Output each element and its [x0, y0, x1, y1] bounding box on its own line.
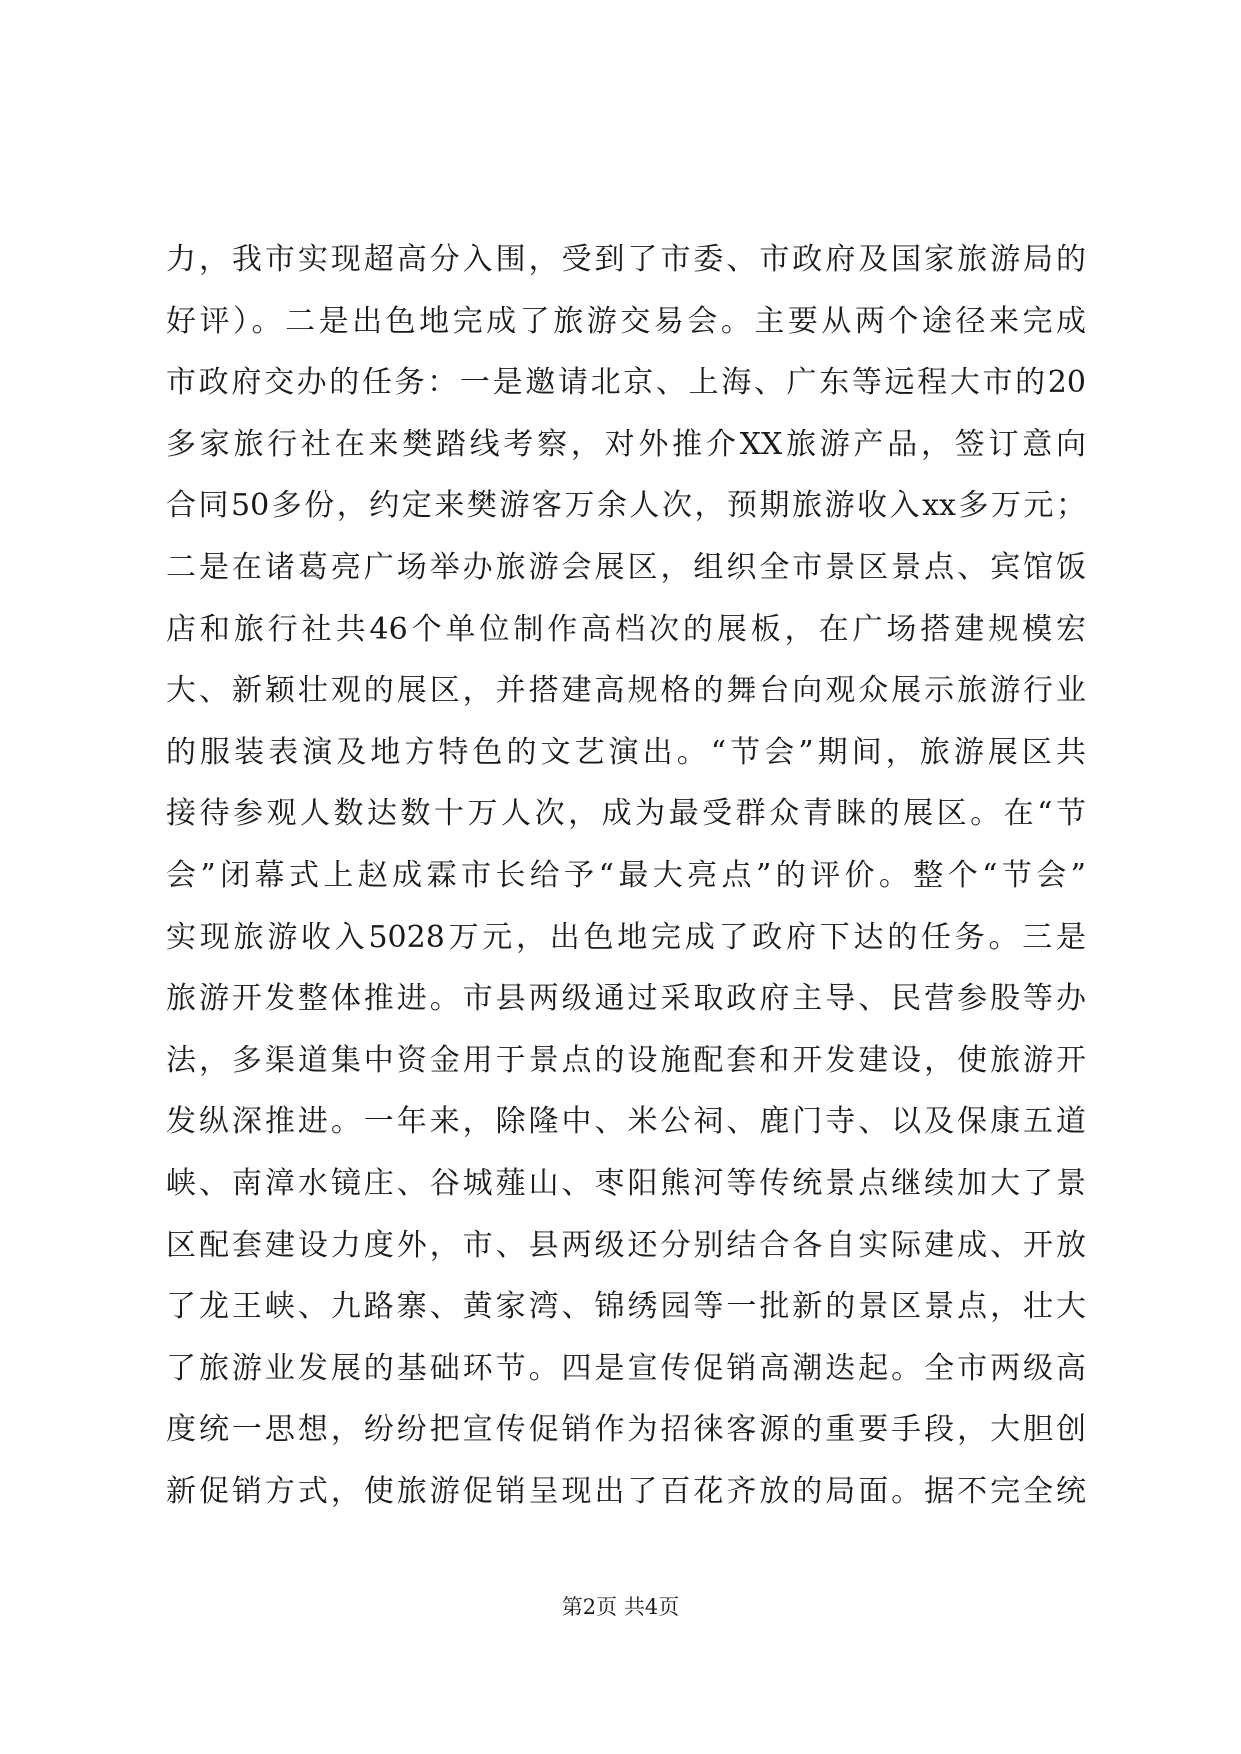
text-line: 新促销方式，使旅游促销呈现出了百花齐放的局面。据不完全统 [166, 1473, 1086, 1509]
page-number-footer: 第2页 共4页 [561, 1595, 680, 1619]
text-line: 实现旅游收入5028万元，出色地完成了政府下达的任务。三是 [166, 919, 1086, 955]
text-line: 旅游开发整体推进。市县两级通过采取政府主导、民营参股等办 [166, 981, 1086, 1017]
text-line: 店和旅行社共46个单位制作高档次的展板，在广场搭建规模宏 [166, 611, 1086, 647]
text-line: 法，多渠道集中资金用于景点的设施配套和开发建设，使旅游开 [166, 1042, 1086, 1078]
text-line: 大、新颖壮观的展区，并搭建高规格的舞台向观众展示旅游行业 [166, 673, 1086, 709]
text-line: 会”闭幕式上赵成霖市长给予“最大亮点”的评价。整个“节会” [166, 857, 1086, 893]
body-text [166, 229, 1086, 1522]
text-line: 好评）。二是出色地完成了旅游交易会。主要从两个途径来完成 [166, 303, 1086, 339]
text-line: 度统一思想，纷纷把宣传促销作为招徕客源的重要手段，大胆创 [166, 1412, 1086, 1448]
text-line: 区配套建设力度外，市、县两级还分别结合各自实际建成、开放 [166, 1227, 1086, 1263]
text-line: 了龙王峡、九路寨、黄家湾、锦绣园等一批新的景区景点，壮大 [166, 1289, 1086, 1325]
text-line: 的服装表演及地方特色的文艺演出。“节会”期间，旅游展区共 [166, 734, 1086, 770]
text-line: 市政府交办的任务：一是邀请北京、上海、广东等远程大市的20 [166, 365, 1086, 401]
text-line: 峡、南漳水镜庄、谷城薤山、枣阳熊河等传统景点继续加大了景 [166, 1165, 1086, 1201]
text-line: 多家旅行社在来樊踏线考察，对外推介XX旅游产品，签订意向 [166, 426, 1086, 462]
text-line: 发纵深推进。一年来，除隆中、米公祠、鹿门寺、以及保康五道 [166, 1104, 1086, 1140]
text-line: 合同50多份，约定来樊游客万余人次，预期旅游收入xx多万元； [166, 488, 1086, 524]
text-line: 二是在诸葛亮广场举办旅游会展区，组织全市景区景点、宾馆饭 [166, 549, 1086, 585]
text-line: 接待参观人数达数十万人次，成为最受群众青睐的展区。在“节 [166, 796, 1086, 832]
text-line: 了旅游业发展的基础环节。四是宣传促销高潮迭起。全市两级高 [166, 1350, 1086, 1386]
text-line: 力，我市实现超高分入围，受到了市委、市政府及国家旅游局的 [166, 242, 1086, 277]
